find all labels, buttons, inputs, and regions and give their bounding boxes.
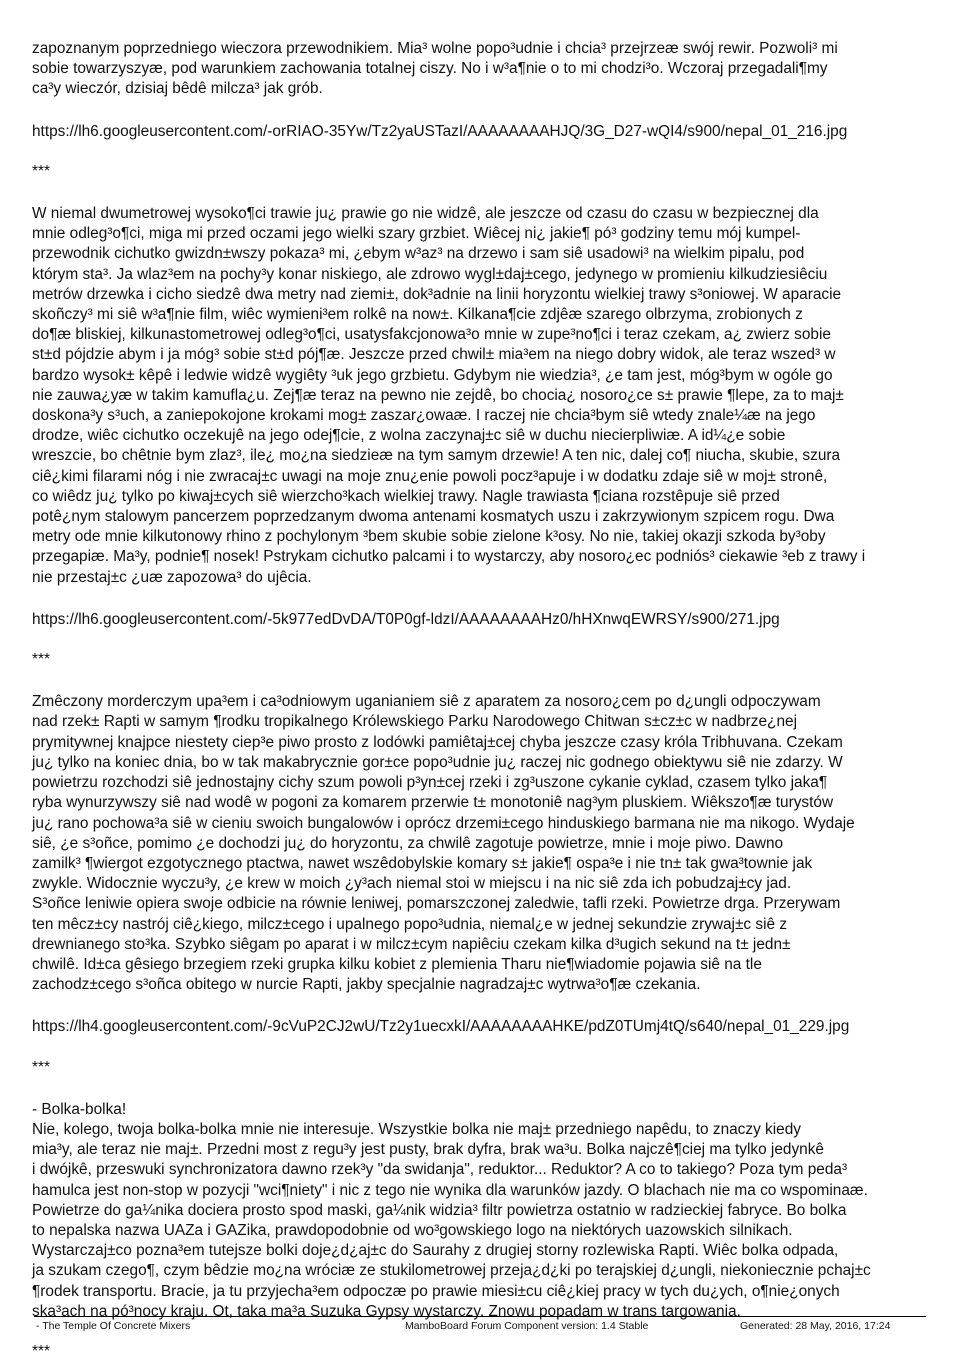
text-line: zachodz±cego s³oñca obitego w nurcie Rapti, jakby specjalnie nagradzaj±c wytrwa³o¶æ czekania. (32, 976, 701, 994)
text-line: nie zauwa¿yæ w takim kamufla¿u. Zej¶æ teraz na pewno nie zejdê, bo chocia¿ nosoro¿ce s± prawie ¶lepe, za to maj± (32, 386, 844, 404)
image-link-2[interactable]: https://lh6.googleusercontent.com/-5k977edDvDA/T0P0gf-ldzI/AAAAAAAAHz0/hHXnwqEWRSY/s900/271.jpg (32, 610, 780, 628)
text-line: sobie towarzyszyæ, pod warunkiem zachowania totalnej ciszy. No i w³a¶nie o to mi chodzi³o. Wczoraj przegadali¶my (32, 60, 828, 78)
paragraph-2 (32, 204, 932, 588)
text-line: - Bolka-bolka! (32, 1100, 127, 1118)
text-line: ¶rodek transportu. Bracie, ja tu przyjecha³em odpoczæ po prawie miesi±cu ciê¿kiej pracy w tych du¿ych, o¶nie¿onych (32, 1282, 840, 1300)
text-line: do¶æ bliskiej, kilkunastometrowej odleg³o¶ci, usatysfakcjonowa³o mnie w zupe³no¶ci i teraz czekam, a¿ zwierz sobie (32, 326, 831, 344)
text-line: nie przestaj±c ¿uæ zapozowa³ do ujêcia. (32, 568, 312, 586)
text-line: mia³y, ale teraz nie maj±. Przedni most z regu³y jest pusty, brak dyfra, brak wa³u. Bolka najczê¶ciej ma tylko jedynkê (32, 1141, 824, 1159)
text-line: ju¿ rano pochowa³a siê w cieniu swoich bungalowów i oprócz drzemi±cego hinduskiego barmana nie ma nikogo. Wydaje (32, 814, 855, 832)
text-line: Powietrze do ga¼nika dociera prosto spod maski, ga¼nik widzia³ filtr powietrza ostatnio w radzieckiej fabryce. Bo bolka (32, 1201, 847, 1219)
text-line: nad rzek± Rapti w samym ¶rodku tropikalnego Królewskiego Parku Narodowego Chitwan s±cz±c w nadbrze¿nej (32, 713, 798, 731)
text-line: mnie odleg³o¶ci, miga mi przed oczami jego wielki szary grzbiet. Wiêcej ni¿ jakie¶ pó³ godziny temu mój kumpel- (32, 225, 801, 243)
text-line: ca³y wieczór, dzisiaj bêdê milcza³ jak grób. (32, 80, 323, 98)
text-line: Zmêczony morderczym upa³em i ca³odniowym uganianiem siê z aparatem za nosoro¿cem po d¿ungli odpoczywam (32, 693, 821, 711)
text-line: ju¿ tylko na koniec dnia, bo w tak makabrycznie gor±ce popo³udnie ju¿ raczej nic godnego obiektywu siê nie zdarzy. W (32, 753, 843, 771)
footer-generated-date: Generated: 28 May, 2016, 17:24 (740, 1320, 891, 1332)
text-line: ryba wynurzywszy siê nad wodê w pogoni za komarem przerwie t± monotoniê nag³ym pluskiem. Wiêkszo¶æ turystów (32, 794, 834, 812)
text-line: skoñczy³ mi siê w³a¶nie film, wiêc wymieni³em rolkê na now±. Kilkana¶cie zdjêæ szarego olbrzyma, zrobionych z (32, 306, 803, 324)
text-line: bardzo wysok± kêpê i ledwie widzê wygiêty ³uk jego grzbietu. Gdybym nie wiedzia³, ¿e tam jest, móg³bym w ogóle go (32, 366, 833, 384)
text-line: prymitywnej knajpce niestety ciep³e piwo prosto z lodówki pamiêtaj±cej chyba jeszcze czasy króla Tribhuvana. Czekam (32, 733, 843, 751)
image-link-3[interactable]: https://lh4.googleusercontent.com/-9cVuP2CJ2wU/Tz2y1uecxkI/AAAAAAAAHKE/pdZ0TUmj4tQ/s640/nepal_01_229.jpg (32, 1018, 850, 1036)
section-separator-2: *** (32, 651, 50, 669)
text-line: przewodnik cichutko gwizdn±wszy pokaza³ mi, ¿ebym w³az³ na drzewo i sam siê usadowi³ na wielkim pipalu, pod (32, 245, 805, 263)
section-separator-4: *** (32, 1342, 50, 1360)
text-line: którym sta³. Ja wlaz³em na pochy³y konar niskiego, ale zdrowo wygl±daj±cego, jedynego w promieniu kilkudziesiêciu (32, 265, 828, 283)
text-line: przegapiæ. Ma³y, podnie¶ nosek! Pstrykam cichutko palcami i to wystarczy, aby nosoro¿ec podniós³ ciekawie ³eb z trawy i (32, 548, 866, 566)
text-line: metry ode mnie kilkutonowy rhino z pochylonym ³bem skubie sobie zielone k³osy. No nie, takiej okazji szkoda by³oby (32, 528, 826, 546)
text-line: co wiêdz ju¿ tylko po kiwaj±cych siê wierzcho³kach wielkiej trawy. Nagle trawiasta ¶ciana rozstêpuje siê przed (32, 487, 780, 505)
text-line: wreszcie, bo chêtnie bym zlaz³, ile¿ mo¿na siedzieæ na tym samym drzewie! A ten nic, dalej co¶ niucha, skubie, szura (32, 447, 841, 465)
text-line: W niemal dwumetrowej wysoko¶ci trawie ju¿ prawie go nie widzê, ale jeszcze od czasu do czasu w bezpiecznej dla (32, 205, 819, 223)
text-line: zapoznanym poprzedniego wieczora przewodnikiem. Mia³ wolne popo³udnie i chcia³ przejrzeæ swój rewir. Pozwoli³ mi (32, 40, 838, 57)
text-line: i dwójkê, przeswuki synchronizatora dawno rzek³y "da swidanja", reduktor... Reduktor? A co to takiego? Poza tym peda³ (32, 1161, 848, 1179)
paragraph-3 (32, 692, 932, 995)
footer-site-name: - The Temple Of Concrete Mixers (36, 1320, 191, 1332)
text-line: ja szukam czego¶, czym bêdzie mo¿na wróciæ ze stukilometrowej przeja¿d¿ki po terajskiej d¿ungli, niekoniecznie pchaj±c (32, 1262, 871, 1280)
text-line: hamulca jest non-stop w pozycji "wci¶niety" i nic z tego nie wynika dla warunków jazdy. O blachach nie ma co wspominaæ. (32, 1181, 868, 1199)
text-line: potê¿nym stalowym pancerzem poprzedzanym dwoma antenami kosmatych uszu i zakrzywionym szpicem rogu. Dwa (32, 508, 835, 526)
text-line: zamilk³ ¶wiergot ezgotycznego ptactwa, nawet wszêdobylskie komary s± jakie¶ ospa³e i nie tn± tak gwa³townie jak (32, 854, 813, 872)
text-line: metrów drzewka i cicho siedzê dwa metry nad ziemi±, dok³adnie na linii horyzontu wielkiej trawy s³oniowej. W aparacie (32, 285, 842, 303)
section-separator-1: *** (32, 162, 50, 180)
text-line: ciê¿kimi filarami nóg i nie zwracaj±c uwagi na moje znu¿enie powoli pocz³apuje i w dodatku zdaje siê w moj± stronê, (32, 467, 828, 485)
paragraph-4 (32, 1100, 932, 1322)
paragraph-1 (32, 39, 932, 100)
text-line: ska³ach na pó³nocy kraju. Ot, taka ma³a Suzuka Gypsy wystarczy. Znowu popadam w trans targowania. (32, 1302, 741, 1320)
text-line: Nie, kolego, twoja bolka-bolka mnie nie interesuje. Wszystkie bolka nie maj± przedniego napêdu, to znaczy kiedy (32, 1120, 801, 1138)
text-line: powietrzu rozchodzi siê jednostajny cichy szum powoli p³yn±cej rzeki i zg³uszone cykanie cyklad, czasem tylko jaka¶ (32, 774, 828, 792)
text-line: st±d pójdzie abym i ja móg³ sobie st±d pój¶æ. Jeszcze przed chwil± mia³em na niego dobry widok, ale teraz wszed³ w (32, 346, 836, 364)
text-line: Wystarczaj±co pozna³em tutejsze bolki doje¿d¿aj±c do Saurahy z drugiej storny rozlewiska Rapti. Wiêc bolka odpada, (32, 1242, 839, 1260)
text-line: ten mêcz±cy nastrój ciê¿kiego, milcz±cego i upalnego popo³udnia, niemal¿e w jednej sekundzie zrywaj±c siê z (32, 915, 788, 933)
text-line: S³oñce leniwie opiera swoje odbicie na równie leniwej, pomarszczonej zaledwie, tafli rzeki. Powietrze drga. Przerywam (32, 895, 841, 913)
footer-component-version: MamboBoard Forum Component version: 1.4 Stable (405, 1320, 649, 1332)
text-line: drewnianego sto³ka. Szybko siêgam po aparat i w milcz±cym napiêciu czekam kilka d³ugich sekund na t± jedn± (32, 935, 791, 953)
text-line: siê, ¿e s³oñce, pomimo ¿e dochodzi ju¿ do horyzontu, za chwilê zagotuje powietrze, mnie i moje piwo. Dawno (32, 834, 784, 852)
text-line: chwilê. Id±ca gêsiego brzegiem rzeki grupka kilku kobiet z plemienia Tharu nie¶wiadomie pojawia siê na tle (32, 955, 762, 973)
forum-post-content (32, 39, 932, 1362)
text-line: doskona³y s³uch, a zaniepokojone krokami mog± zaszar¿owaæ. I raczej nie chcia³bym siê wtedy znale¼æ na jego (32, 407, 816, 425)
text-line: drodze, wiêc cichutko oczekujê na jego odej¶cie, z wolna zaczynaj±c siê w duchu niecierpliwiæ. A id¼¿e sobie (32, 427, 786, 445)
page-footer (34, 1316, 926, 1332)
image-link-1[interactable]: https://lh6.googleusercontent.com/-orRIAO-35Yw/Tz2yaUSTazI/AAAAAAAAHJQ/3G_D27-wQI4/s900/nepal_01_216.jpg (32, 122, 848, 140)
text-line: zwykle. Widocznie wyczu³y, ¿e krew w moich ¿y³ach niemal stoi w miejscu i na nic siê zda ich pobudzaj±cy jad. (32, 875, 792, 893)
text-line: to nepalska nazwa UAZa i GAZika, prawdopodobnie od wo³gowskiego logo na niektórych uazowskich silnikach. (32, 1221, 793, 1239)
section-separator-3: *** (32, 1058, 50, 1076)
